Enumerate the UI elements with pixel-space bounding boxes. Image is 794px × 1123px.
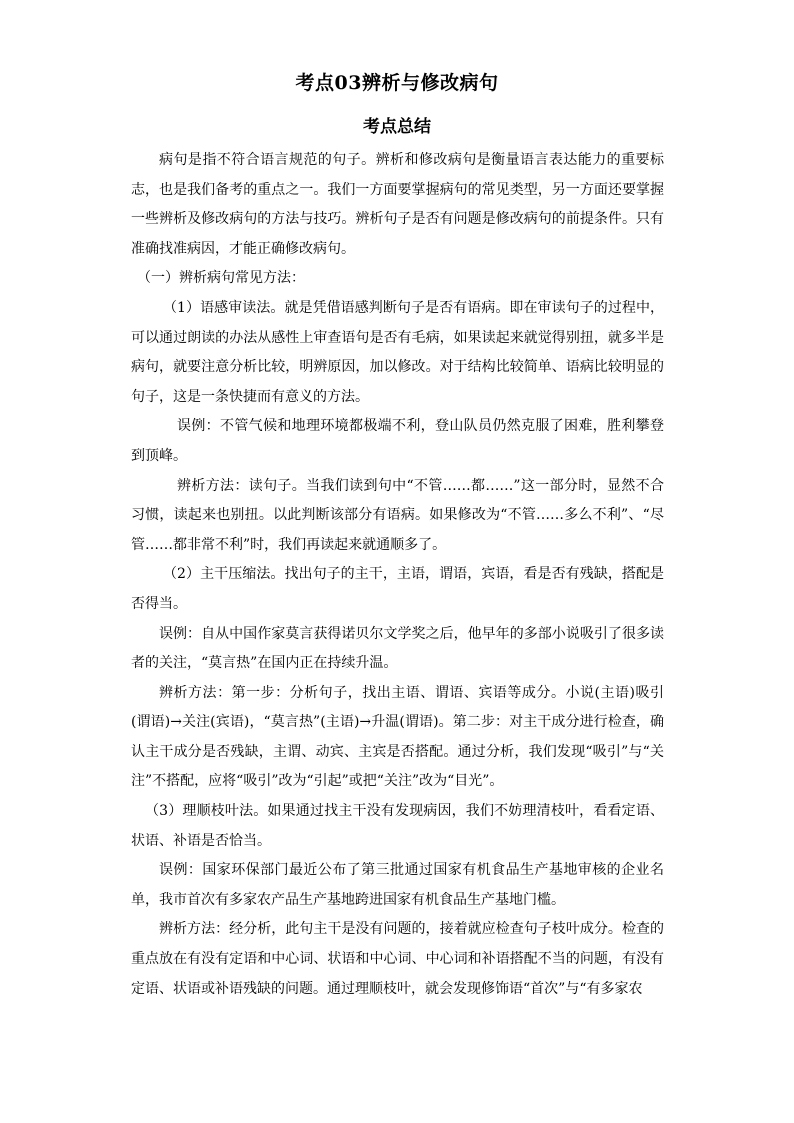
section-one-heading: （一）辨析病句常见方法： bbox=[137, 270, 305, 287]
example-3-error: 误例：国家环保部门最近公布了第三批通过国家有机食品生产基地审核的企业名单，我市首次有多家农产品生产基地跨进国家有机食品生产基地门槛。 bbox=[131, 862, 664, 908]
example-2-error: 误例：自从中国作家莫言获得诺贝尔文学奖之后，他早年的多部小说吸引了很多读者的关注，“莫言热”在国内正在持续升温。 bbox=[131, 625, 664, 672]
intro-paragraph: 病句是指不符合语言规范的句子。辨析和修改病句是衡量语言表达能力的重要标志，也是我们备考的重点之一。我们一方面要掌握病句的常见类型，另一方面还要掌握一些辨析及修改病句的方法与技巧。辨析句子是否有问题是修改病句的前提条件。只有准确找准病因，才能正确修改病句。 bbox=[131, 152, 664, 257]
method-2-paragraph: （2）主干压缩法。找出句子的主干，主语，谓语，宾语，看是否有残缺，搭配是否得当。 bbox=[131, 566, 664, 612]
example-1-error: 误例：不管气候和地理环境都极端不利，登山队员仍然克服了困难，胜利攀登到顶峰。 bbox=[131, 418, 664, 464]
page-title: 考点03辨析与修改病句 bbox=[295, 72, 499, 94]
document-body bbox=[131, 146, 664, 1004]
method-3-paragraph: （3）理顺枝叶法。如果通过找主干没有发现病因，我们不妨理清枝叶，看看定语、状语、补语是否恰当。 bbox=[131, 803, 664, 849]
example-1-analysis: 辨析方法：读句子。当我们读到句中“不管……都……”这一部分时，显然不合习惯，读起来也别扭。以此判断该部分有语病。如果修改为“不管……多么不利”、“尽管……都非常不利”时，我们再读起来就通顺多了。 bbox=[131, 477, 664, 553]
example-3-analysis: 辨析方法：经分析，此句主干是没有问题的，接着就应检查句子枝叶成分。检查的重点放在有没有定语和中心词、状语和中心词、中心词和补语搭配不当的问题，有没有定语、状语或补语残缺的问题。通过理顺枝叶，就会发现修饰语“首次”与“有多家农 bbox=[131, 921, 664, 997]
example-2-analysis: 辨析方法：第一步：分析句子，找出主语、谓语、宾语等成分。小说(主语)吸引(谓语)→关注(宾语)，“莫言热”(主语)→升温(谓语)。第二步：对主干成分进行检查，确认主干成分是否残缺，主谓、动宾、主宾是否搭配。通过分析，我们发现“吸引”与“关注”不搭配，应将“吸引”改为“引起”或把“关注”改为“目光”。 bbox=[131, 684, 664, 790]
method-1-paragraph: （1）语感审读法。就是凭借语感判断句子是否有语病。即在审读句子的过程中，可以通过朗读的办法从感性上审查语句是否有毛病，如果读起来就觉得别扭，就多半是病句，就要注意分析比较，明辨原因，加以修改。对于结构比较简单、语病比较明显的句子，这是一条快捷而有意义的方法。 bbox=[131, 299, 664, 405]
section-heading: 考点总结 bbox=[363, 117, 431, 137]
